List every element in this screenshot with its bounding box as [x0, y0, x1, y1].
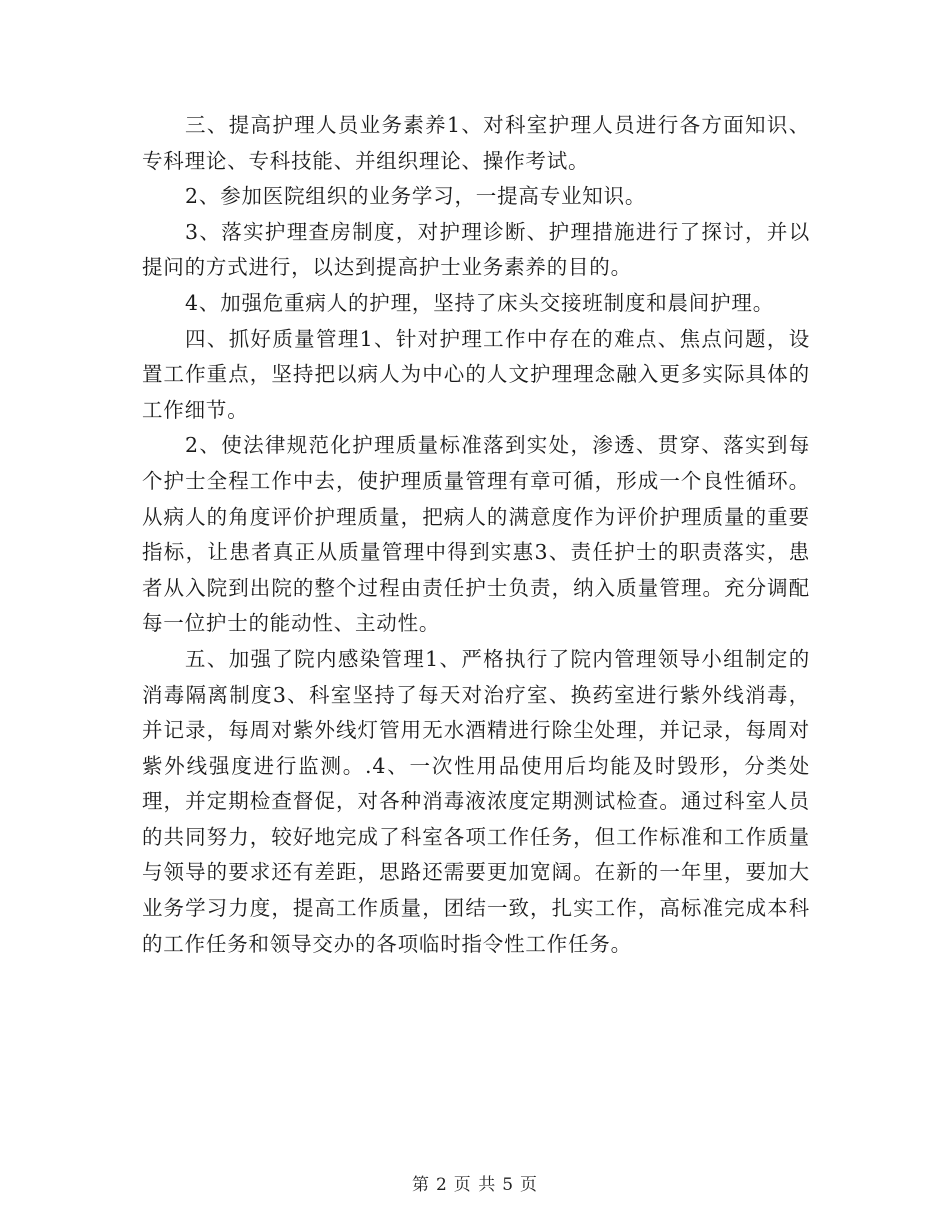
paragraph: 2、参加医院组织的业务学习，一提高专业知识。 [185, 184, 647, 209]
paragraph: 三、提高护理人员业务素养1、对科室护理人员进行各方面知识、专科理论、专科技能、并组织理论、操作考试。 [142, 113, 810, 173]
footer-prefix: 第 [411, 1175, 430, 1195]
total-pages: 5 [502, 1175, 515, 1195]
footer-suffix: 页 [520, 1175, 539, 1195]
paragraph: 四、抓好质量管理1、针对护理工作中存在的难点、焦点问题，设置工作重点，坚持把以病人为中心的人文护理理念融入更多实际具体的工作细节。 [142, 326, 810, 422]
paragraph: 3、落实护理查房制度，对护理诊断、护理措施进行了探讨，并以提问的方式进行，以达到提高护士业务素养的目的。 [142, 219, 810, 280]
paragraph: 五、加强了院内感染管理1、严格执行了院内管理领导小组制定的消毒隔离制度3、科室坚持了每天对治疗室、换药室进行紫外线消毒，并记录，每周对紫外线灯管用无水酒精进行除尘处理，并记录，每周对紫外线强度进行监测。.4、一次性用品使用后均能及时毁形，分类处理，并定期检查督促，对各种消毒液浓度定期测试检查。通过科室人员的共同努力，较好地完成了科室各项工作任务，但工作标准和工作质量与领导的要求还有差距，思路还需要更加宽阔。在新的一年里，要加大业务学习力度，提高工作质量，团结一致，扎实工作，高标准完成本科的工作任务和领导交办的各项临时指令性工作任务。 [142, 646, 810, 956]
paragraph: 4、加强危重病人的护理，坚持了床头交接班制度和晨间护理。 [185, 290, 774, 315]
paragraph: 2、使法律规范化护理质量标准落到实处，渗透、贯穿、落实到每个护士全程工作中去，使护理质量管理有章可循，形成一个良性循环。从病人的角度评价护理质量，把病人的满意度作为评价护理质量的重要指标，让患者真正从质量管理中得到实惠3、责任护士的职责落实，患者从入院到出院的整个过程由责任护士负责，纳入质量管理。充分调配每一位护士的能动性、主动性。 [142, 433, 810, 636]
page-footer [0, 1170, 950, 1195]
footer-middle: 页 共 [453, 1175, 497, 1195]
document-body [142, 108, 810, 962]
page-number: 2 [435, 1175, 448, 1195]
